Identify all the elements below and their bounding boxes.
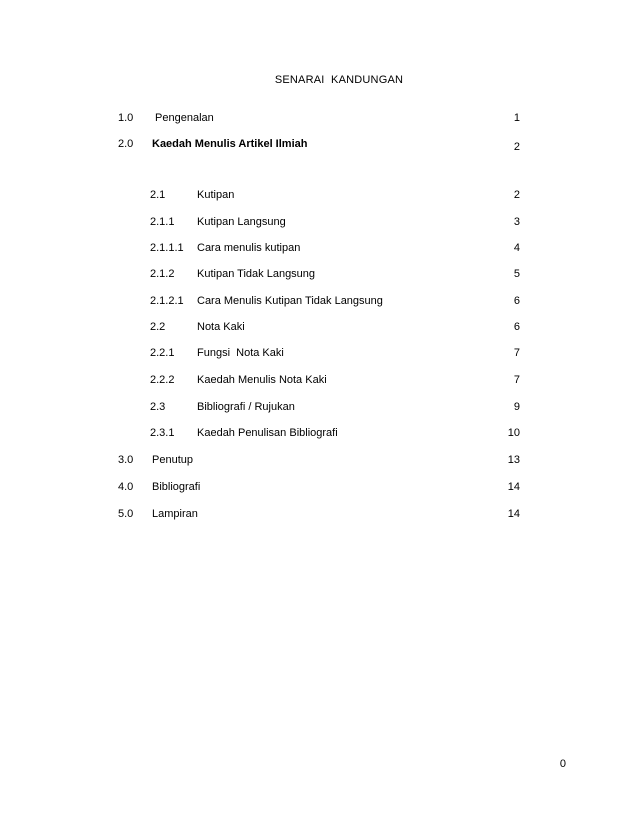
toc-entry-number: 2.2 xyxy=(150,321,166,333)
toc-entry xyxy=(0,478,638,496)
toc-entry xyxy=(0,318,638,336)
toc-entry-title: Penutup xyxy=(152,454,193,466)
toc-entry xyxy=(0,292,638,310)
toc-entry-title: Kaedah Menulis Nota Kaki xyxy=(197,374,327,386)
toc-entry-page: 2 xyxy=(513,141,520,153)
toc-entry-page: 7 xyxy=(513,374,520,386)
toc-entry xyxy=(0,424,638,442)
toc-entry-number: 2.1.1.1 xyxy=(150,242,184,254)
toc-entry-title: Fungsi Nota Kaki xyxy=(197,347,284,359)
toc-entry-page: 4 xyxy=(513,242,520,254)
toc-heading: SENARAI KANDUNGAN xyxy=(274,74,404,86)
toc-entry-page: 7 xyxy=(513,347,520,359)
toc-entry-number: 2.2.1 xyxy=(150,347,175,359)
toc-entry-page: 9 xyxy=(513,401,520,413)
toc-entry-page: 6 xyxy=(513,295,520,307)
toc-entry-title: Kaedah Penulisan Bibliografi xyxy=(197,427,338,439)
toc-entry-number: 2.0 xyxy=(118,138,134,150)
page-number: 0 xyxy=(559,758,566,770)
toc-entry-number: 2.1.1 xyxy=(150,216,175,228)
toc-entry-page: 14 xyxy=(507,481,520,493)
toc-entry-title: Pengenalan xyxy=(152,112,214,124)
toc-entry-title: Bibliografi xyxy=(152,481,201,493)
toc-entry-page: 3 xyxy=(513,216,520,228)
toc-entry-number: 2.3 xyxy=(150,401,166,413)
toc-entry xyxy=(0,135,638,153)
toc-entry xyxy=(0,451,638,469)
toc-entry xyxy=(0,109,638,127)
toc-entry-title: Cara Menulis Kutipan Tidak Langsung xyxy=(197,295,383,307)
toc-entry-number: 2.1.2.1 xyxy=(150,295,184,307)
toc-entry-title: Kutipan Langsung xyxy=(197,216,286,228)
toc-entry-number: 1.0 xyxy=(118,112,134,124)
toc-entry-title: Cara menulis kutipan xyxy=(197,242,301,254)
toc-entry xyxy=(0,213,638,231)
toc-entry-title: Nota Kaki xyxy=(197,321,245,333)
toc-entry-number: 2.1.2 xyxy=(150,268,175,280)
toc-entry-number: 4.0 xyxy=(118,481,134,493)
toc-entry-page: 6 xyxy=(513,321,520,333)
toc-entry xyxy=(0,239,638,257)
toc-entry-number: 2.3.1 xyxy=(150,427,175,439)
toc-entry-page: 10 xyxy=(507,427,520,439)
toc-entry xyxy=(0,265,638,283)
toc-entry xyxy=(0,398,638,416)
toc-entry-title: Kutipan Tidak Langsung xyxy=(197,268,316,280)
toc-entry-title: Lampiran xyxy=(152,508,198,520)
toc-entry-title: Kutipan xyxy=(197,189,235,201)
toc-entry xyxy=(0,505,638,523)
toc-entry-number: 5.0 xyxy=(118,508,134,520)
toc-entry-number: 2.2.2 xyxy=(150,374,175,386)
toc-entry-page: 2 xyxy=(513,189,520,201)
toc-entry-title: Kaedah Menulis Artikel Ilmiah xyxy=(152,138,308,150)
toc-entry xyxy=(0,344,638,362)
toc-entry-title: Bibliografi / Rujukan xyxy=(197,401,295,413)
toc-entry xyxy=(0,371,638,389)
toc-entry-number: 2.1 xyxy=(150,189,166,201)
toc-entry xyxy=(0,186,638,204)
toc-entry-number: 3.0 xyxy=(118,454,134,466)
toc-entry-page: 14 xyxy=(507,508,520,520)
toc-entry-page: 1 xyxy=(513,112,520,124)
toc-entry-page: 13 xyxy=(507,454,520,466)
toc-entry-page: 5 xyxy=(513,268,520,280)
